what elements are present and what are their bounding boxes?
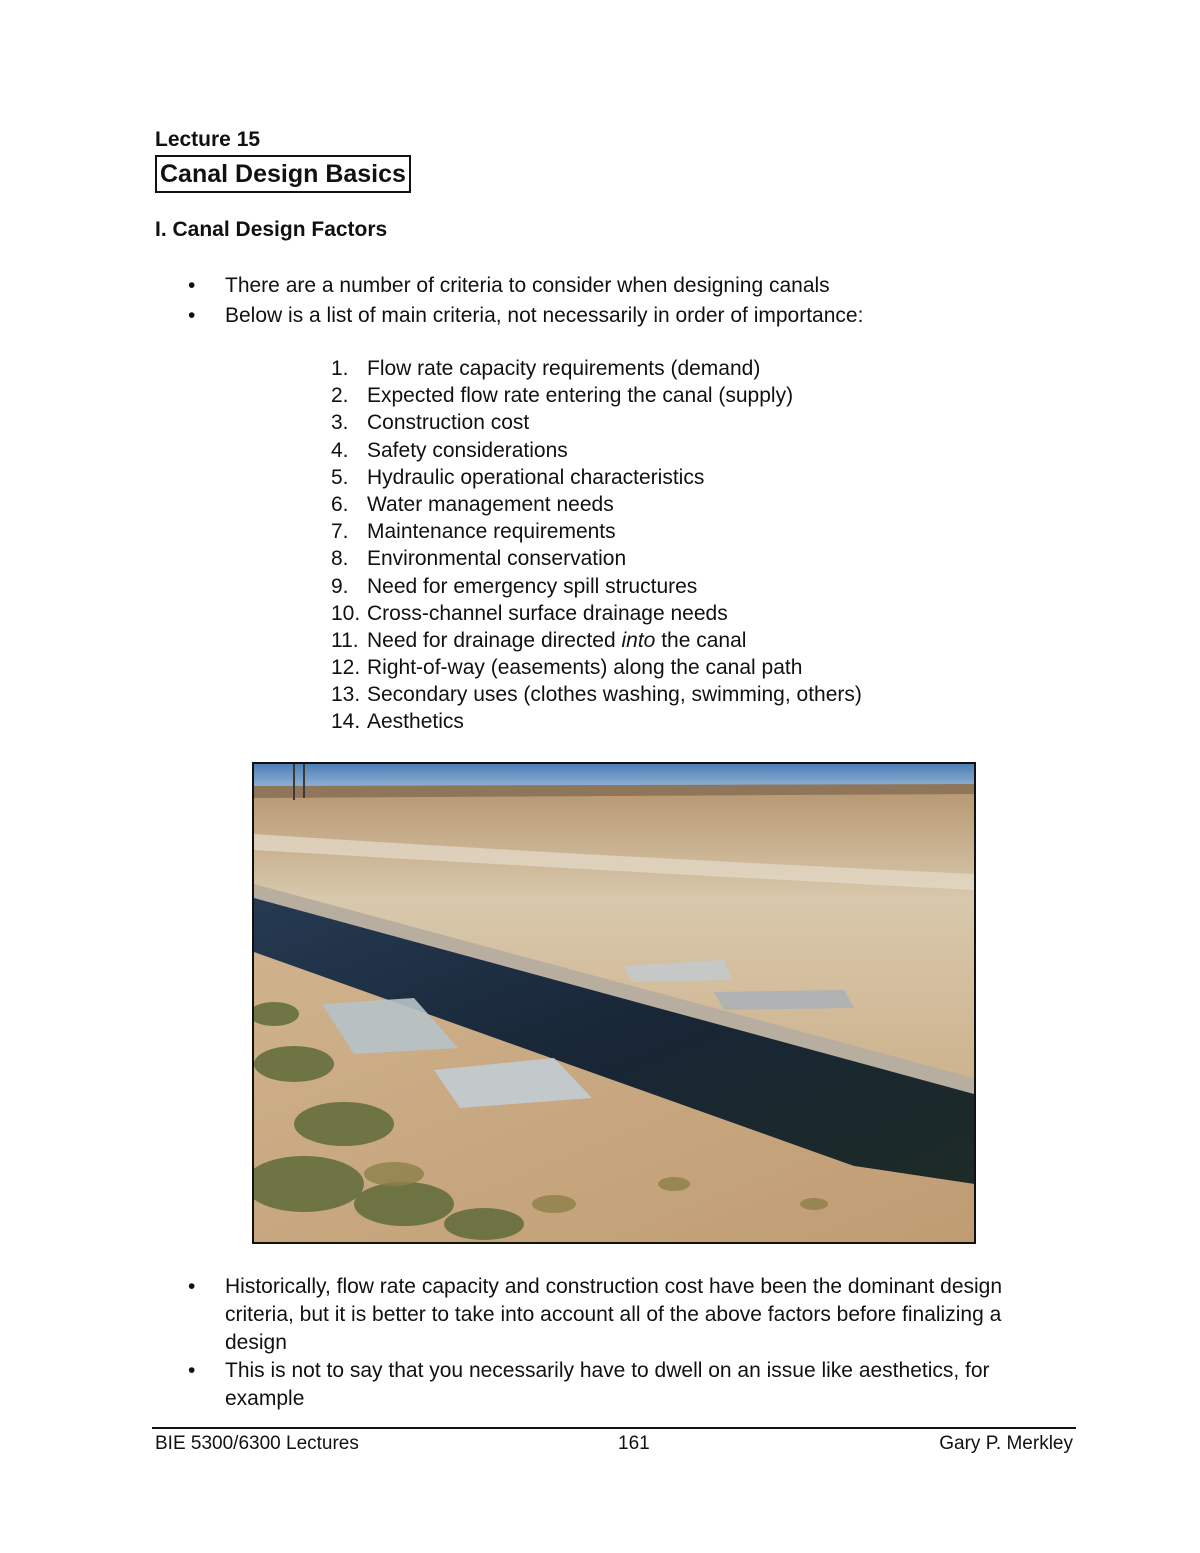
intro-bullet-list	[188, 272, 863, 332]
section-heading: I. Canal Design Factors	[155, 218, 388, 241]
bullet-text: This is not to say that you necessarily have to dwell on an issue like aesthetics, for example	[225, 1359, 990, 1410]
item-text: Need for emergency spill structures	[367, 574, 698, 598]
bullet-item	[188, 1357, 1068, 1413]
item-text: Flow rate capacity requirements (demand)	[367, 357, 761, 380]
list-item	[331, 708, 862, 735]
lecture-number: Lecture 15	[155, 128, 261, 151]
item-text: Water management needs	[367, 492, 614, 516]
item-number: 9.	[331, 574, 349, 598]
bullet-text: Below is a list of main criteria, not necessarily in order of importance:	[225, 304, 864, 327]
item-text: the canal	[655, 628, 747, 652]
item-text: Expected flow rate entering the canal (supply)	[367, 384, 794, 408]
bullet-icon: •	[188, 304, 196, 327]
item-text-emphasis: into	[621, 628, 656, 652]
closing-bullet-list	[188, 1273, 1068, 1413]
item-text: Need for drainage directed	[367, 628, 622, 652]
item-number: 11.	[331, 628, 359, 652]
list-item	[331, 627, 862, 654]
list-item	[331, 681, 862, 708]
list-item	[331, 409, 862, 436]
list-item	[331, 464, 862, 491]
item-text: Secondary uses (clothes washing, swimming, others)	[367, 683, 862, 707]
item-number: 2.	[331, 384, 349, 408]
bullet-item	[188, 272, 863, 300]
list-item	[331, 545, 862, 572]
item-number: 4.	[331, 438, 349, 462]
item-text: Maintenance requirements	[367, 520, 616, 544]
bullet-icon: •	[188, 1275, 196, 1298]
list-item	[331, 518, 862, 545]
item-text: Right-of-way (easements) along the canal path	[367, 656, 803, 680]
list-item	[331, 654, 862, 681]
bullet-icon: •	[188, 274, 196, 297]
list-item	[331, 491, 862, 518]
item-text: Hydraulic operational characteristics	[367, 465, 705, 489]
item-number: 8.	[331, 547, 349, 571]
list-item	[331, 600, 862, 627]
page-number: 161	[618, 1433, 650, 1454]
page-title: Canal Design Basics	[155, 155, 411, 193]
item-number: 7.	[331, 520, 349, 544]
item-number: 1.	[331, 357, 349, 380]
list-item	[331, 382, 862, 409]
bullet-text: Historically, flow rate capacity and construction cost have been the dominant design criteria, but it is better to take into account all of the above factors before finalizing a design	[225, 1275, 1003, 1354]
list-item	[331, 573, 862, 600]
bullet-icon: •	[188, 1359, 196, 1382]
item-text: Construction cost	[367, 411, 530, 435]
item-text: Aesthetics	[367, 710, 464, 734]
item-number: 10.	[331, 601, 361, 625]
footer-divider	[152, 1427, 1076, 1429]
item-text: Cross-channel surface drainage needs	[367, 601, 728, 625]
criteria-list	[331, 355, 862, 736]
bullet-item	[188, 302, 863, 330]
item-number: 6.	[331, 492, 349, 516]
canal-photo	[252, 762, 976, 1244]
canal-photo-illustration	[254, 764, 974, 1242]
footer-course: BIE 5300/6300 Lectures	[155, 1433, 359, 1454]
item-text: Safety considerations	[367, 438, 568, 462]
item-text: Environmental conservation	[367, 547, 627, 571]
bullet-item	[188, 1273, 1068, 1357]
item-number: 13.	[331, 683, 361, 707]
bullet-text: There are a number of criteria to consider when designing canals	[225, 274, 830, 297]
list-item	[331, 437, 862, 464]
list-item	[331, 355, 862, 382]
footer-author: Gary P. Merkley	[939, 1433, 1073, 1454]
item-number: 5.	[331, 465, 349, 489]
item-number: 14.	[331, 710, 361, 734]
item-number: 12.	[331, 656, 361, 680]
item-number: 3.	[331, 411, 349, 435]
